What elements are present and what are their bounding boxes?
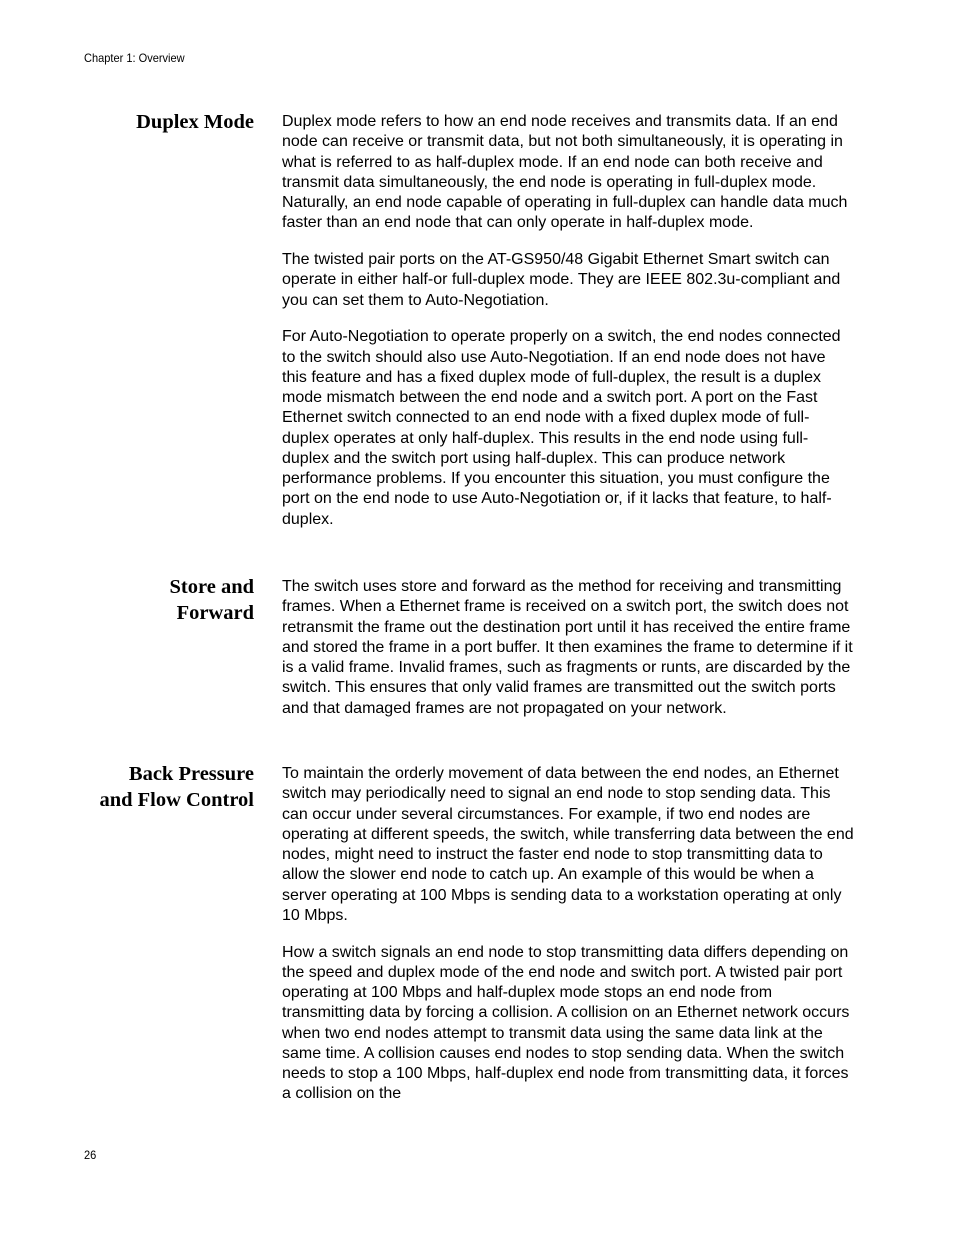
- paragraph: How a switch signals an end node to stop transmitting data differs depending on the speed and duplex mode of the end node and switch port. A twisted pair port operating at 100 Mbps and half-duplex mode stops an end node from transmitting data by forcing a collision. A collision on an Ethernet network occurs when two end nodes attempt to transmit data using the same data link at the same time. A collision causes end nodes to stop sending data. When the switch needs to stop a 100 Mbps, half-duplex end node from transmitting data, it forces a collision on the: [282, 943, 850, 1103]
- section-body: [282, 577, 854, 719]
- paragraph: The switch uses store and forward as the method for receiving and transmitting frames. When a Ethernet frame is received on a switch port, the switch does not retransmit the frame out the destination port until it has received the entire frame and stored the frame in a port buffer. It then examines the frame to determine if it is a valid frame. Invalid frames, such as fragments or runts, are discarded by the switch. This ensures that only valid frames are transmitted out the switch ports and that damaged frames are not propagated on your network.: [282, 578, 853, 717]
- section-heading: Store and Forward: [169, 576, 254, 624]
- page-number: 26: [84, 1148, 97, 1162]
- section-heading: Duplex Mode: [136, 111, 254, 133]
- section-heading: Back Pressure and Flow Control: [99, 763, 254, 811]
- paragraph: Duplex mode refers to how an end node receives and transmits data. If an end node can receive or transmit data, but not both simultaneously, it is operating in what is referred to as half-duplex mode. If an end node can both receive and transmit data simultaneously, the end node is operating in full-duplex mode. Naturally, an end node capable of operating in full-duplex can handle data much faster than an end node that can only operate in half-duplex mode.: [282, 113, 848, 232]
- running-head: Chapter 1: Overview: [84, 51, 185, 65]
- paragraph: For Auto-Negotiation to operate properly on a switch, the end nodes connected to the switch should also use Auto-Negotiation. If an end node does not have this feature and has a fixed duplex mode of full-duplex, the result is a duplex mode mismatch between the end node and a switch port. A port on the Fast Ethernet switch connected to an end node with a fixed duplex mode of full-duplex operates at only half-duplex. This results in the end node using full-duplex and the switch port using half-duplex. This can produce network performance problems. If you encounter this situation, you must configure the port on the end node to use Auto-Negotiation or, if it lacks that feature, to half-duplex.: [282, 328, 841, 528]
- section-body: [282, 764, 854, 1105]
- section-body: [282, 112, 854, 530]
- paragraph: To maintain the orderly movement of data between the end nodes, an Ethernet switch may periodically need to signal an end node to stop sending data. This can occur under several circumstances. For example, if two end nodes are operating at different speeds, the switch, while transferring data between the end nodes, might need to instruct the faster end node to stop transmitting data to allow the slower end node to catch up. An example of this would be when a server operating at 100 Mbps is sending data to a workstation operating at only 10 Mbps.: [282, 765, 854, 924]
- paragraph: The twisted pair ports on the AT-GS950/48 Gigabit Ethernet Smart switch can operate in either half-or full-duplex mode. They are IEEE 802.3u-compliant and you can set them to Auto-Negotiation.: [282, 251, 841, 309]
